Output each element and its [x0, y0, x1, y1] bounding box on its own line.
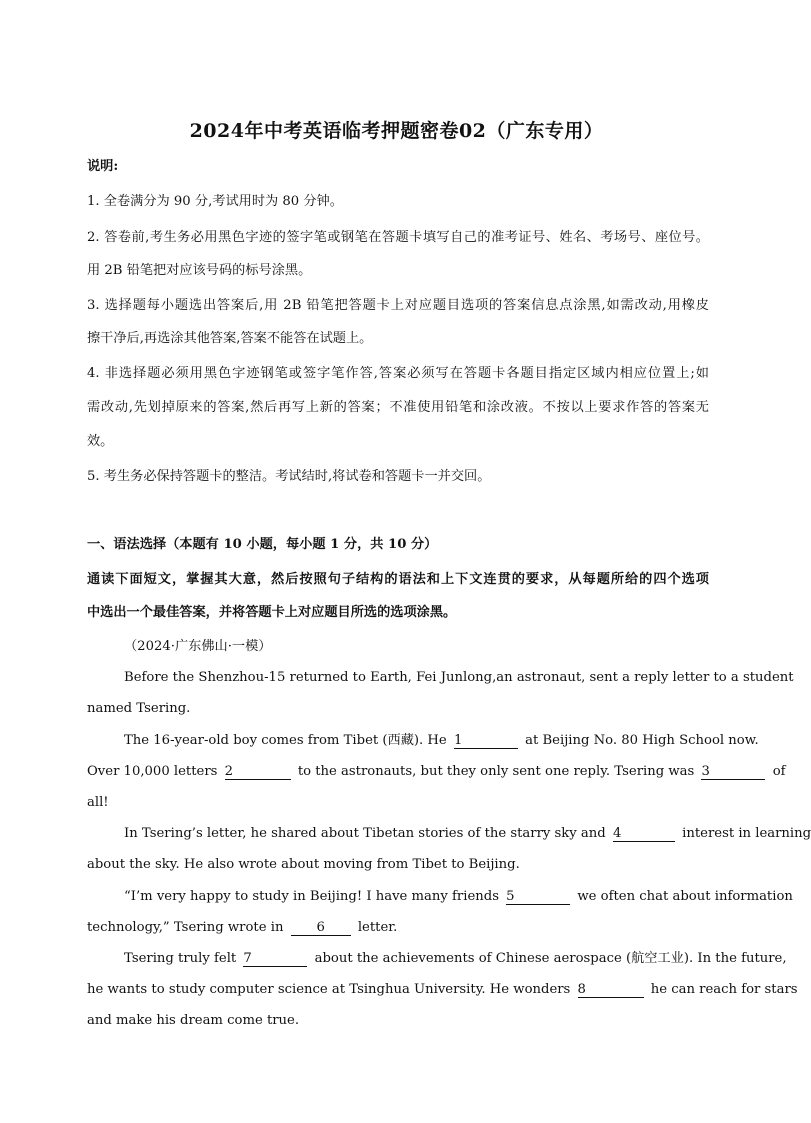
note-2-line-1: 2. 答卷前,考生务必用黑色字迹的签字笔或钢笔在答题卡填写自己的准考证号、姓名、考场号、座位号。: [87, 230, 709, 245]
blank-3: 3: [701, 764, 765, 780]
blank-2: 2: [225, 764, 291, 780]
note-3-line-1: 3. 选择题每小题选出答案后,用 2B 铅笔把答题卡上对应题目选项的答案信息点涂黑,如需改动,用橡皮: [87, 298, 709, 313]
passage-p5-line-3: and make his dream come true.: [87, 1013, 300, 1028]
passage-text: The 16-year-old boy comes from Tibet (西藏). He: [124, 733, 447, 748]
section-instructions-line-2: 中选出一个最佳答案，并将答题卡上对应题目所选的选项涂黑。: [87, 605, 457, 620]
note-1: 1. 全卷满分为 90 分,考试用时为 80 分钟。: [87, 194, 343, 209]
passage-p3-line-1: [124, 825, 811, 843]
note-4-line-1: 4. 非选择题必须用黑色字迹钢笔或签字笔作答,答案必须写在答题卡各题目指定区域内相应位置上;如: [87, 366, 709, 381]
passage-text: to the astronauts, but they only sent one reply. Tsering was: [297, 764, 695, 779]
passage-p5-line-2: [87, 981, 798, 999]
passage-text: “I’m very happy to study in Beijing! I have many friends: [124, 889, 499, 904]
note-4-line-2: 需改动,先划掉原来的答案,然后再写上新的答案；不准使用铅笔和涂改液。不按以上要求作答的答案无: [87, 400, 709, 415]
passage-p5-line-1: [124, 950, 787, 968]
note-3-line-2: 擦干净后,再选涂其他答案,答案不能答在试题上。: [87, 331, 373, 346]
blank-1: 1: [454, 733, 518, 749]
passage-text: letter.: [357, 920, 398, 935]
passage-text: he wants to study computer science at Tsinghua University. He wonders: [87, 982, 571, 997]
passage-p3-line-2: about the sky. He also wrote about moving from Tibet to Beijing.: [87, 857, 520, 872]
blank-4: 4: [613, 826, 675, 842]
passage-p4-line-2: [87, 919, 709, 937]
passage-text: of: [772, 764, 786, 779]
passage-text: interest in learning: [682, 826, 811, 841]
passage-text: about the achievements of Chinese aerospace (航空工业). In the future,: [314, 951, 787, 966]
passage-p1-line-2: named Tsering.: [87, 701, 191, 716]
section-heading: 一、语法选择（本题有 10 小题，每小题 1 分，共 10 分）: [87, 537, 438, 552]
passage-text: In Tsering’s letter, he shared about Tibetan stories of the starry sky and: [124, 826, 606, 841]
passage-text: Over 10,000 letters: [87, 764, 218, 779]
passage-text: Tsering truly felt: [124, 951, 237, 966]
section-instructions-line-1: 通读下面短文，掌握其大意，然后按照句子结构的语法和上下文连贯的要求，从每题所给的四个选项: [87, 572, 709, 587]
blank-6: 6: [291, 920, 351, 936]
passage-text: technology,” Tsering wrote in: [87, 920, 284, 935]
passage-source: （2024·广东佛山·一模）: [124, 639, 272, 654]
passage-p1-line-1: Before the Shenzhou-15 returned to Earth, Fei Junlong,an astronaut, sent a reply letter to a student: [124, 670, 794, 685]
blank-7: 7: [243, 951, 307, 967]
passage-text: he can reach for stars: [650, 982, 798, 997]
passage-p2-line-2: [87, 763, 786, 781]
blank-8: 8: [578, 982, 644, 998]
note-4-line-3: 效。: [87, 434, 114, 449]
notes-heading: 说明:: [87, 159, 119, 174]
blank-5: 5: [506, 889, 570, 905]
exam-title: 2024年中考英语临考押题密卷02（广东专用）: [189, 120, 604, 142]
passage-text: we often chat about information: [577, 889, 793, 904]
passage-text: at Beijing No. 80 High School now.: [525, 733, 759, 748]
passage-p2-line-1: [124, 732, 759, 750]
note-2-line-2: 用 2B 铅笔把对应该号码的标号涂黑。: [87, 263, 312, 278]
passage-p4-line-1: [124, 888, 793, 906]
note-5: 5. 考生务必保持答题卡的整洁。考试结时,将试卷和答题卡一并交回。: [87, 469, 491, 484]
passage-p2-line-3: all!: [87, 795, 109, 810]
